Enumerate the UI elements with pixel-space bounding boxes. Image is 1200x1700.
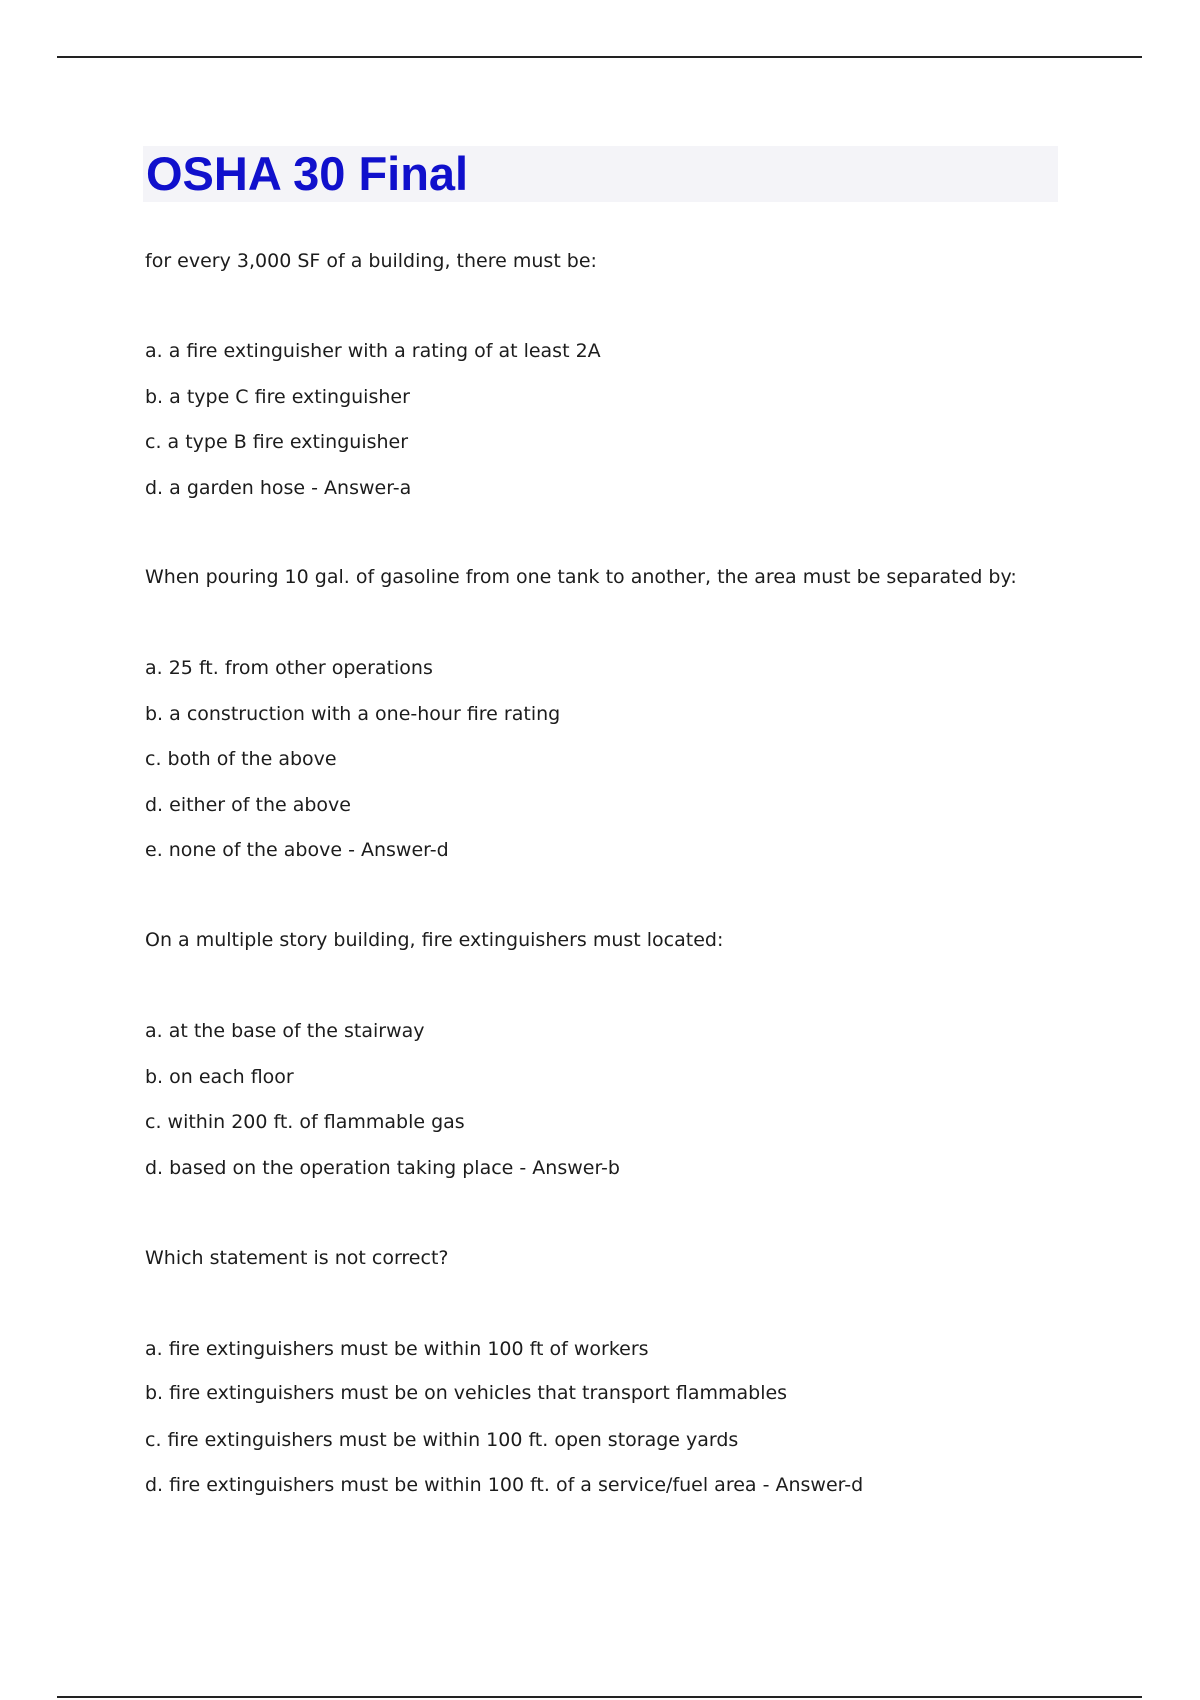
footer-rule [57,1696,1142,1698]
question-prompt: Which statement is not correct? [145,1247,449,1269]
answer-option: a. at the base of the stairway [145,1020,425,1042]
answer-option: c. a type B fire extinguisher [145,431,409,453]
answer-option: d. either of the above [145,794,351,816]
answer-option: d. a garden hose - Answer-a [145,477,412,499]
question-prompt: for every 3,000 SF of a building, there must be: [145,250,597,272]
answer-option: a. 25 ft. from other operations [145,657,433,679]
answer-option: d. based on the operation taking place - Answer-b [145,1157,620,1179]
answer-option: e. none of the above - Answer-d [145,839,449,861]
answer-option: b. a construction with a one-hour fire rating [145,703,561,725]
answer-option: b. fire extinguishers must be on vehicles that transport flammables [145,1382,788,1404]
answer-option: a. fire extinguishers must be within 100 ft of workers [145,1338,649,1360]
header-rule [57,56,1142,58]
answer-option: c. both of the above [145,748,337,770]
answer-option: c. within 200 ft. of flammable gas [145,1111,465,1133]
answer-option: d. fire extinguishers must be within 100 ft. of a service/fuel area - Answer-d [145,1474,864,1496]
answer-option: b. a type C fire extinguisher [145,386,410,408]
question-prompt: When pouring 10 gal. of gasoline from one tank to another, the area must be separated by: [145,566,1017,588]
question-prompt: On a multiple story building, fire extinguishers must located: [145,929,724,951]
page-title: OSHA 30 Final [146,147,469,200]
answer-option: b. on each floor [145,1066,294,1088]
answer-option: a. a fire extinguisher with a rating of at least 2A [145,340,601,362]
answer-option: c. fire extinguishers must be within 100 ft. open storage yards [145,1429,739,1451]
